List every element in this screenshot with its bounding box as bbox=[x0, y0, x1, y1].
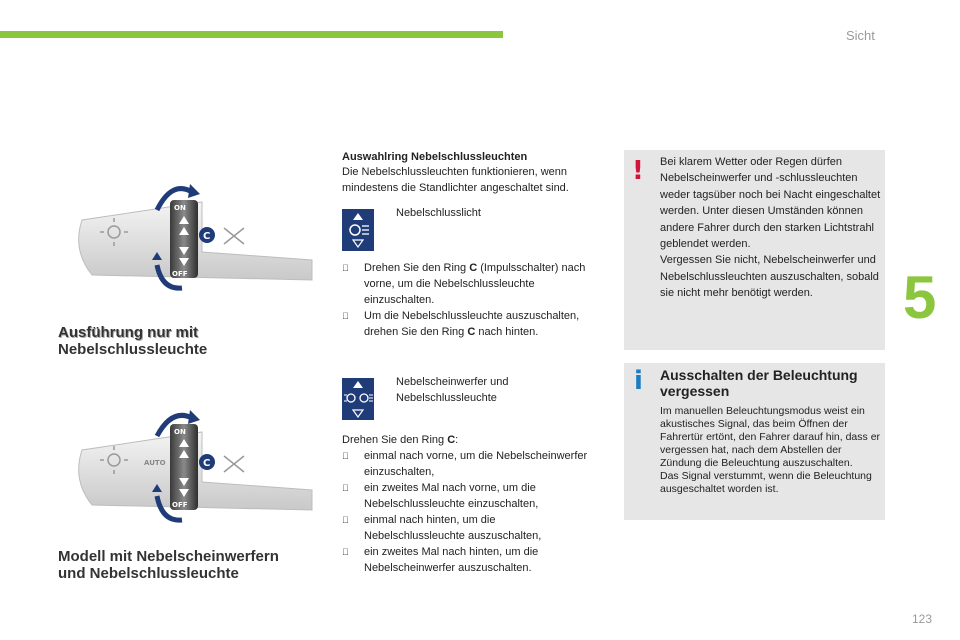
heading-front-rear-fog-line1: Modell mit Nebelscheinwerfern bbox=[58, 548, 279, 565]
list-item: Drehen Sie den Ring C (Impulsschalter) nach vorne, um die Nebelschlussleuchte einzuschalten. bbox=[342, 260, 600, 308]
heading-rear-fog-only bbox=[58, 324, 207, 358]
rear-fog-label: Nebelschlusslicht bbox=[396, 207, 481, 219]
bullet-marker bbox=[342, 260, 349, 276]
stalk-auto-label: AUTO bbox=[144, 459, 166, 467]
list-item: Um die Nebelschlussleuchte auszuschalten, drehen Sie den Ring C nach hinten. bbox=[342, 308, 600, 340]
ring-off-label: OFF bbox=[172, 270, 188, 278]
list-item: einmal nach vorne, um die Nebelscheinwerfer einzuschalten, bbox=[342, 448, 590, 480]
ring2-on-label: ON bbox=[174, 428, 186, 436]
heading-rear-fog-only-line1: Ausführung nur mit bbox=[58, 324, 198, 341]
bullet-marker bbox=[342, 308, 349, 324]
section-label: Sicht bbox=[846, 28, 875, 43]
front-rear-fog-instructions bbox=[342, 448, 590, 576]
section-title: Auswahlring Nebelschlussleuchten bbox=[342, 151, 528, 163]
bullet-marker bbox=[342, 544, 349, 560]
heading-front-rear-fog-line2: und Nebelschlussleuchte bbox=[58, 565, 239, 582]
stalk-illustration-rear-fog bbox=[62, 180, 320, 298]
list-item: ein zweites Mal nach hinten, um die Nebelscheinwerfer auszuschalten. bbox=[342, 544, 590, 576]
ring2-off-label: OFF bbox=[172, 501, 188, 509]
warning-icon: ! bbox=[632, 156, 644, 186]
stalk-illustration-front-rear-fog bbox=[62, 410, 320, 528]
heading-front-rear-fog bbox=[58, 548, 279, 582]
rear-fog-instructions bbox=[342, 260, 600, 340]
info-box bbox=[624, 363, 885, 520]
rear-fog-icon bbox=[342, 209, 374, 251]
heading-rear-fog-only-line2: Nebelschlussleuchte bbox=[58, 341, 208, 358]
info-text: Im manuellen Beleuchtungsmodus weist ein akustisches Signal, das beim Öffnen der Fahrertür ertönt, den Fahrer darauf hin, dass er vergessen hat, nach dem Abstellen der Zündung die Beleuchtung auszuschalten. Das Signal verstummt, wenn die Beleuchtung ausgeschaltet worden ist. bbox=[660, 405, 881, 495]
intro-text: Die Nebelschlussleuchten funktionieren, wenn mindestens die Standlichter angeschaltet sind. bbox=[342, 166, 569, 194]
bullet-marker bbox=[342, 448, 349, 464]
ring2-c-label: C bbox=[203, 458, 211, 469]
ring-c-label: C bbox=[203, 231, 211, 242]
front-rear-fog-icon bbox=[342, 378, 374, 420]
ring-on-label: ON bbox=[174, 204, 186, 212]
bullet-marker bbox=[342, 512, 349, 528]
rear-fog-symbol bbox=[342, 209, 374, 251]
top-accent-bar bbox=[0, 31, 503, 38]
info-icon: i bbox=[634, 366, 643, 396]
list-item: ein zweites Mal nach vorne, um die Nebelschlussleuchte einzuschalten, bbox=[342, 480, 590, 512]
front-rear-fog-label: Nebelscheinwerfer und Nebelschlussleuchte bbox=[396, 376, 509, 404]
info-title: Ausschalten der Beleuchtung vergessen bbox=[660, 367, 858, 399]
turn-ring-intro: Drehen Sie den Ring C: bbox=[342, 434, 459, 446]
page-number: 123 bbox=[912, 612, 933, 626]
warning-text: Bei klarem Wetter oder Regen dürfen Nebelscheinwerfer und -schlussleuchten weder tagsüber noch bei Nacht eingeschaltet werden. Unter diesen Umständen können andere Fahrer durch den starken Lichtstrahl geblendet werden. Vergessen Sie nicht, Nebelscheinwerfer und Nebelschlussleuchten auszuschalten, sobald sie nicht mehr benötigt werden. bbox=[660, 156, 881, 300]
chapter-number: 5 bbox=[903, 264, 937, 331]
list-item: einmal nach hinten, um die Nebelschlussleuchte auszuschalten, bbox=[342, 512, 590, 544]
front-rear-fog-symbol bbox=[342, 378, 374, 420]
bullet-marker bbox=[342, 480, 349, 496]
warning-box bbox=[624, 150, 885, 350]
